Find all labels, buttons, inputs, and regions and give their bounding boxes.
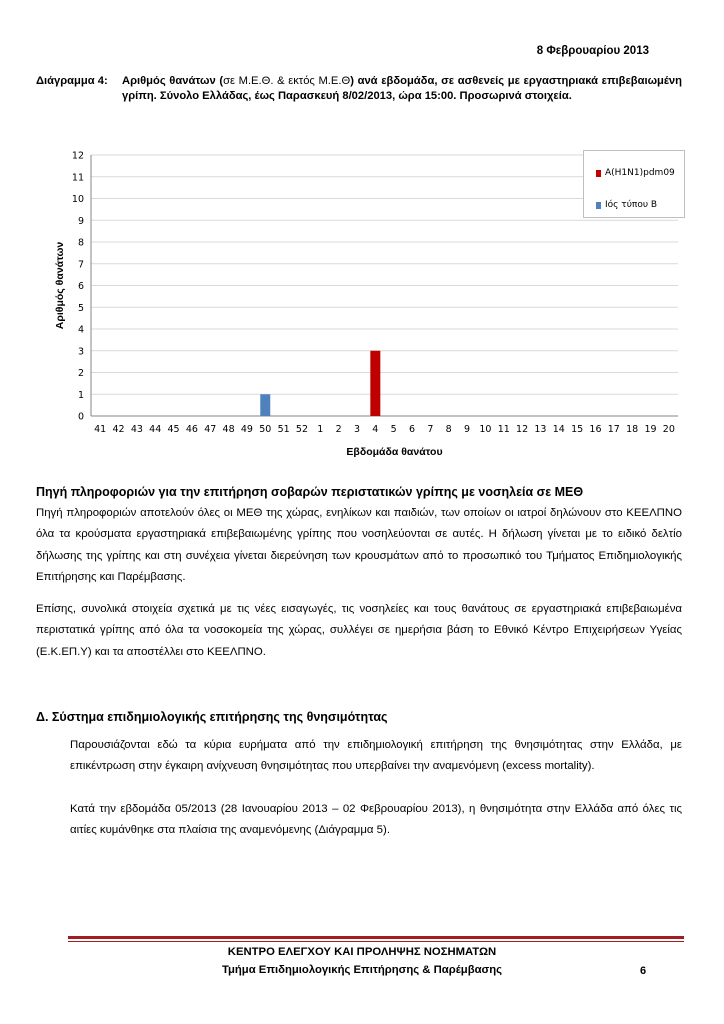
y-tick-label: 1 bbox=[77, 389, 84, 401]
x-tick-label: 12 bbox=[516, 424, 529, 435]
x-tick-label: 4 bbox=[372, 424, 379, 435]
paragraph-mortality-intro: Παρουσιάζονται εδώ τα κύρια ευρήματα από την επιδημιολογική επιτήρηση της θνησιμότητας στην Ελλάδα, με επικέντρωση στην έγκαιρη ανίχνευση θνησιμότητας που υπερβαίνει την αναμενόμενη (excess mortality). bbox=[70, 739, 682, 773]
x-tick-label: 19 bbox=[644, 424, 657, 435]
figure-caption bbox=[36, 74, 682, 104]
legend-swatch-type-b bbox=[596, 202, 601, 209]
y-tick-label: 0 bbox=[77, 411, 84, 423]
x-tick-label: 6 bbox=[408, 424, 416, 435]
x-tick-label: 3 bbox=[353, 424, 361, 435]
chart-legend bbox=[583, 150, 685, 218]
y-tick-label: 10 bbox=[71, 194, 84, 205]
legend-item-h1n1: A(H1N1)pdm09 bbox=[596, 168, 675, 178]
y-tick-label: 7 bbox=[77, 259, 84, 271]
y-tick-label: 5 bbox=[77, 302, 84, 314]
y-tick-label: 4 bbox=[77, 324, 84, 336]
paragraph-hospital-data: Επίσης, συνολικά στοιχεία σχετικά με τις νέες εισαγωγές, τις νοσηλείες και τους θανάτους σε εργαστηριακά επιβεβαιωμένα περιστατικά γρίπης από όλα τα νοσοκομεία της χώρας, συλλέγει σε ημερήσια βάση το Εθνικό Κέντρο Επιχειρήσεων Υγείας (Ε.Κ.ΕΠ.Υ) και τα αποστέλλει στο ΚΕΕΛΠΝΟ. bbox=[36, 603, 682, 658]
figure-label: Διάγραμμα 4: bbox=[36, 75, 108, 87]
x-tick-label: 47 bbox=[204, 424, 217, 435]
x-tick-label: 46 bbox=[185, 424, 198, 435]
x-tick-label: 43 bbox=[130, 424, 143, 435]
x-tick-label: 45 bbox=[167, 424, 180, 435]
x-axis-title: Εβδομάδα θανάτου bbox=[346, 446, 443, 458]
y-tick-label: 11 bbox=[71, 172, 84, 184]
legend-item-type-b: Ιός τύπου Β bbox=[596, 200, 657, 210]
bar-type-b bbox=[260, 394, 270, 416]
section-title-mortality-surveillance: Δ. Σύστημα επιδημιολογικής επιτήρησης της θνησιμότητας bbox=[36, 710, 388, 724]
x-tick-label: 14 bbox=[552, 424, 565, 435]
x-tick-label: 10 bbox=[479, 424, 492, 435]
x-tick-label: 49 bbox=[240, 424, 253, 435]
footer-rule-top bbox=[68, 936, 684, 939]
x-tick-label: 50 bbox=[259, 424, 272, 435]
legend-swatch-h1n1 bbox=[596, 170, 601, 177]
x-tick-label: 1 bbox=[317, 424, 324, 435]
footer-rule-bottom bbox=[68, 941, 684, 942]
figure-caption-text: Αριθμός θανάτων (σε Μ.Ε.Θ. & εκτός Μ.Ε.Θ) ανά εβδομάδα, σε ασθενείς με εργαστηριακά επιβεβαιωμένη γρίπη. Σύνολο Ελλάδας, έως Παρασκευή 8/02/2013, ώρα 15:00. Προσωρινά στοιχεία. bbox=[122, 75, 682, 103]
y-tick-label: 6 bbox=[77, 281, 84, 292]
y-tick-label: 12 bbox=[71, 150, 84, 162]
x-tick-label: 15 bbox=[571, 424, 584, 435]
y-tick-label: 2 bbox=[77, 368, 84, 379]
x-tick-label: 9 bbox=[464, 424, 471, 435]
x-tick-label: 7 bbox=[427, 424, 434, 435]
footer-organization: ΚΕΝΤΡΟ ΕΛΕΓΧΟΥ ΚΑΙ ΠΡΟΛΗΨΗΣ ΝΟΣΗΜΑΤΩΝ bbox=[227, 946, 497, 958]
x-tick-label: 52 bbox=[295, 424, 308, 435]
bar-h1n1 bbox=[370, 351, 380, 416]
footer-department: Τμήμα Επιδημιολογικής Επιτήρησης & Παρέμβασης bbox=[221, 964, 503, 976]
y-tick-label: 9 bbox=[77, 215, 84, 227]
x-tick-label: 16 bbox=[589, 424, 602, 435]
page-number: 6 bbox=[640, 965, 647, 977]
x-tick-label: 51 bbox=[277, 424, 290, 435]
y-tick-label: 8 bbox=[77, 237, 84, 249]
x-tick-label: 17 bbox=[607, 424, 620, 435]
section-title-icu-surveillance: Πηγή πληροφοριών για την επιτήρηση σοβαρών περιστατικών γρίπης με νοσηλεία σε ΜΕΘ bbox=[36, 485, 584, 499]
x-tick-label: 11 bbox=[497, 424, 510, 435]
x-tick-label: 2 bbox=[335, 424, 342, 435]
paragraph-icu-source: Πηγή πληροφοριών αποτελούν όλες οι ΜΕΘ της χώρας, ενηλίκων και παιδιών, των οποίων οι ιατροί δηλώνουν στο ΚΕΕΛΠΝΟ όλα τα κρούσματα εργαστηριακά επιβεβαιωμένης γρίπης που νοσηλεύονται σε αυτές. Η δήλωση γίνεται με το ειδικό δελτίο δήλωσης της γρίπης και στη συνέχεια γίνεται διερεύνηση των κρουσμάτων από το προσωπικό του Τμήματος Επιδημιολογικής Επιτήρησης και Παρέμβασης. bbox=[36, 507, 682, 584]
x-tick-label: 13 bbox=[534, 424, 547, 435]
document-date: 8 Φεβρουαρίου 2013 bbox=[536, 45, 649, 57]
paragraph-mortality-week: Κατά την εβδομάδα 05/2013 (28 Ιανουαρίου 2013 – 02 Φεβρουαρίου 2013), η θνησιμότητα στην Ελλάδα από όλες τις αιτίες κυμάνθηκε στα πλαίσια της αναμενόμενης (Διάγραμμα 5). bbox=[70, 803, 682, 837]
x-tick-label: 41 bbox=[94, 424, 107, 435]
deaths-per-week-chart bbox=[48, 145, 688, 463]
x-tick-label: 42 bbox=[112, 424, 125, 435]
x-tick-label: 8 bbox=[445, 424, 452, 435]
x-tick-label: 48 bbox=[222, 424, 235, 435]
x-tick-label: 5 bbox=[390, 424, 397, 435]
x-tick-label: 20 bbox=[662, 424, 675, 435]
y-tick-label: 3 bbox=[77, 346, 84, 358]
x-tick-label: 18 bbox=[626, 424, 639, 435]
y-axis-title: Αριθμός θανάτων bbox=[54, 241, 66, 330]
x-tick-label: 44 bbox=[149, 424, 162, 435]
